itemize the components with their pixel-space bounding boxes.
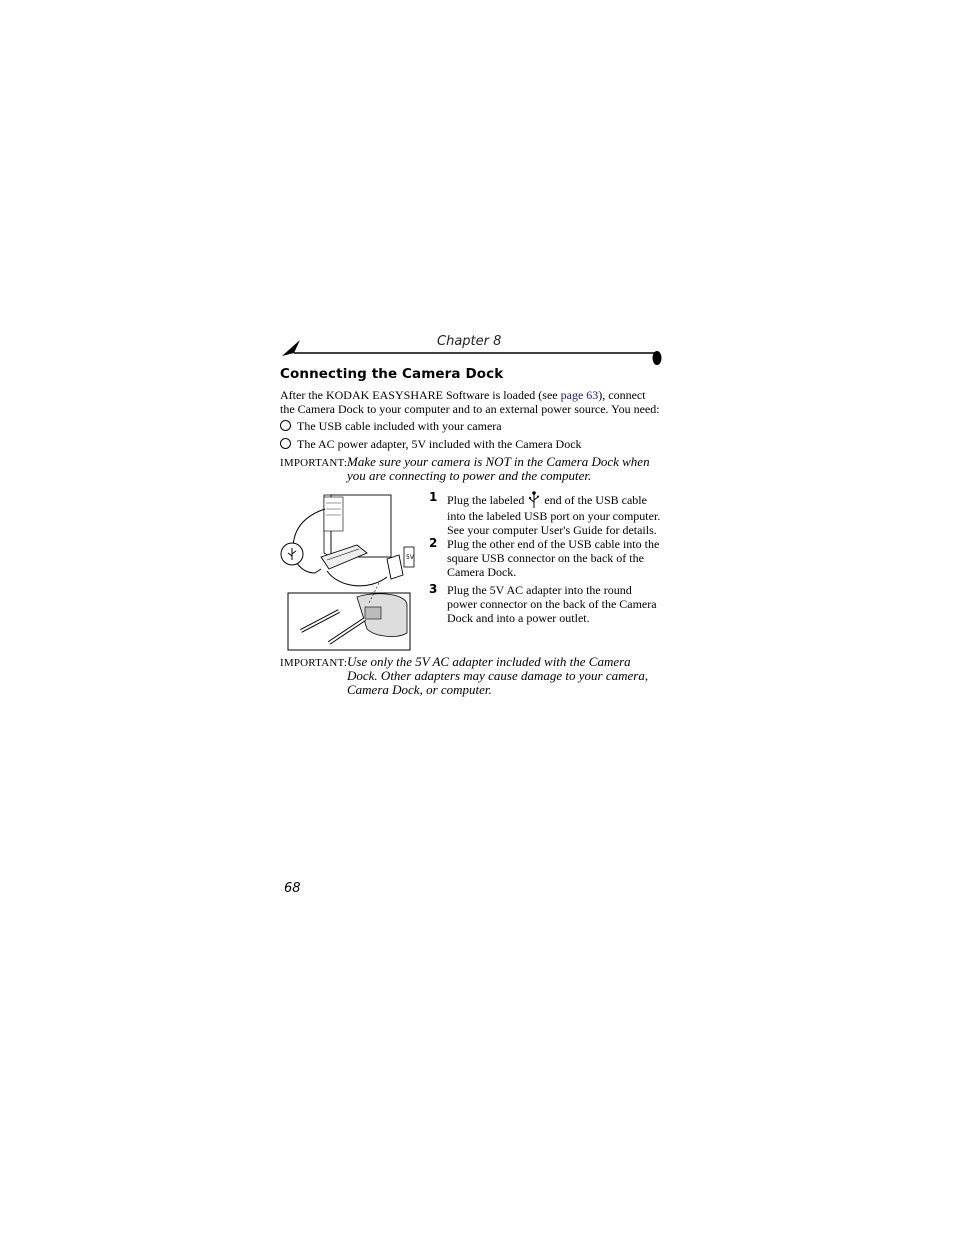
intro-text-end: ), connect the Camera Dock to your computer and to an external power source. You need:	[280, 388, 660, 416]
adapter-5v-label: 5V	[406, 554, 414, 561]
connector-detail-box	[288, 593, 410, 650]
page-63-link[interactable]: page 63	[560, 388, 599, 402]
step-2-number: 2	[429, 536, 438, 550]
usb-symbol-icon	[528, 491, 540, 509]
intro-text-start: After the KODAK EASYSHARE Software is loaded (see	[280, 388, 561, 402]
step-1-number: 1	[429, 490, 438, 504]
intro-paragraph	[280, 388, 660, 416]
step-3-text: Plug the 5V AC adapter into the round power connector on the back of the Camera Dock and into a power outlet.	[447, 583, 657, 625]
important-label: IMPORTANT:	[280, 657, 348, 669]
section-title: Connecting the Camera Dock	[280, 366, 504, 382]
important-label: IMPORTANT:	[280, 457, 348, 469]
step-2-text: Plug the other end of the USB cable into the square USB connector on the back of the Camera Dock.	[447, 537, 660, 579]
step-1-text	[447, 491, 662, 537]
important-note-2: Use only the 5V AC adapter included with the Camera Dock. Other adapters may cause damage to your camera, Camera Dock, or computer.	[347, 654, 649, 697]
chapter-label: Chapter 8	[437, 334, 502, 349]
need-item-text: The USB cable included with your camera	[297, 419, 502, 433]
step-3-number: 3	[429, 582, 438, 596]
bullet-circle-icon	[280, 420, 291, 431]
step-1-text-end: end of the USB cable into the labeled USB port on your computer. See your computer User's Guide for details.	[447, 493, 661, 537]
dock-connection-illustration	[279, 493, 415, 653]
important-note-1: Make sure your camera is NOT in the Camera Dock when you are connecting to power and the computer.	[347, 454, 650, 483]
need-item-usb-cable	[280, 419, 502, 433]
bullet-circle-icon	[280, 438, 291, 449]
page-number: 68	[284, 881, 301, 896]
need-item-ac-adapter	[280, 437, 582, 451]
need-item-text: The AC power adapter, 5V included with the Camera Dock	[297, 437, 582, 451]
usb-symbol-icon	[281, 543, 303, 565]
step-1-text-start: Plug the labeled	[447, 493, 525, 507]
